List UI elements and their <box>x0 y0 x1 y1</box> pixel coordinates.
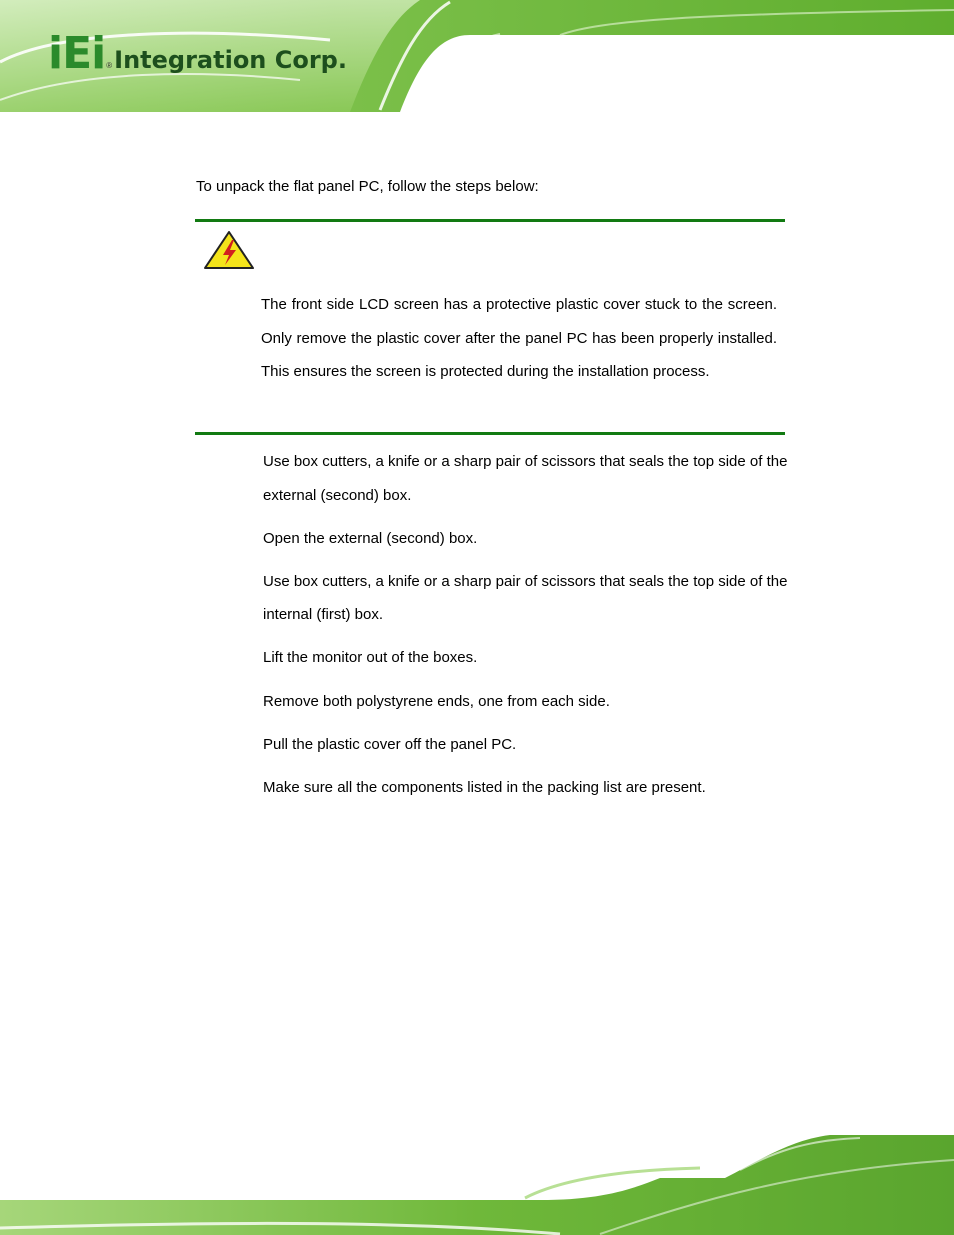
warning-top-rule <box>195 219 785 222</box>
warning-text: The front side LCD screen has a protective plastic cover stuck to the screen. Only remove the plastic cover after the panel PC has been properly installed. This ensures the screen is protected during the installation process. <box>261 296 777 381</box>
step-item: Lift the monitor out of the boxes. <box>263 649 478 667</box>
footer-banner <box>0 1130 954 1235</box>
intro-paragraph: To unpack the flat panel PC, follow the steps below: <box>196 178 539 195</box>
logo-registered-mark: ® <box>106 61 113 70</box>
unpacking-steps <box>263 445 823 814</box>
warning-bottom-rule <box>195 432 785 435</box>
warning-triangle-icon <box>203 230 255 270</box>
step-item: Pull the plastic cover off the panel PC. <box>263 735 517 753</box>
step-item: Use box cutters, a knife or a sharp pair of scissors that seals the top side of the internal (first) box. <box>263 572 788 624</box>
logo-mark: iEi <box>48 28 106 79</box>
logo-text: Integration Corp. <box>114 46 347 74</box>
step-item: Use box cutters, a knife or a sharp pair of scissors that seals the top side of the external (second) box. <box>263 453 788 504</box>
step-item: Make sure all the components listed in the packing list are present. <box>263 778 706 796</box>
step-item: Open the external (second) box. <box>263 529 478 547</box>
step-item: Remove both polystyrene ends, one from each side. <box>263 692 610 710</box>
company-logo <box>48 26 347 79</box>
